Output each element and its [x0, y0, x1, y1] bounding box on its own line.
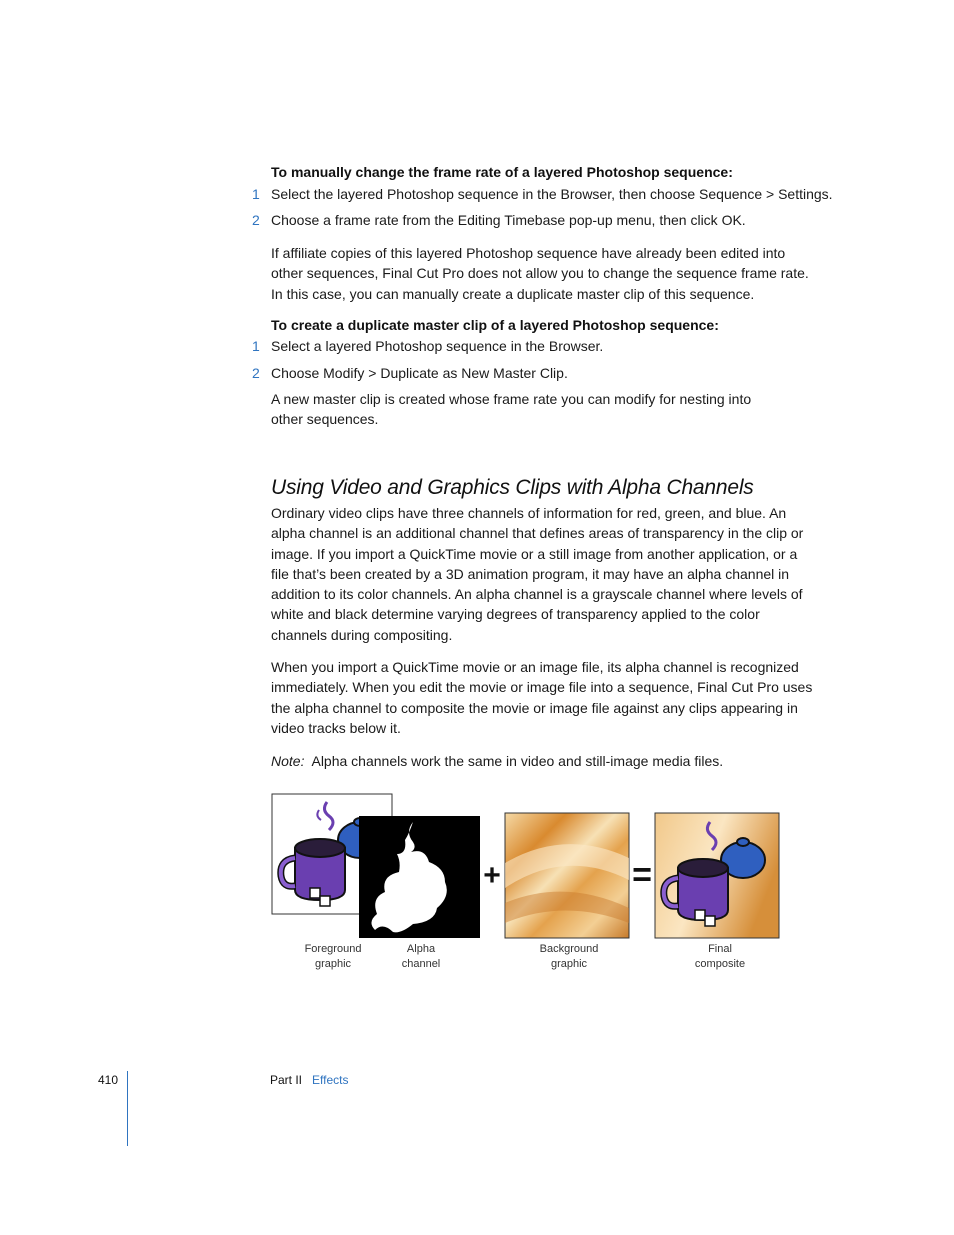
step-text: Select a layered Photoshop sequence in the Browser.	[271, 338, 604, 354]
paragraph-line: file that’s been created by a 3D animation program, it may have an alpha channel in	[271, 565, 790, 582]
footer-divider	[127, 1071, 128, 1146]
paragraph-line: channels during compositing.	[271, 626, 453, 643]
caption-alpha-channel	[386, 942, 456, 972]
equals-sign: =	[632, 856, 652, 894]
caption-line: Final	[708, 943, 732, 955]
step-text: Choose a frame rate from the Editing Timebase pop-up menu, then click OK.	[271, 212, 746, 228]
alpha-channel-graphic	[359, 816, 480, 938]
paragraph-line: the alpha channel to composite the movie or image file against any clips appearing in	[271, 699, 798, 716]
caption-background-graphic	[527, 942, 611, 972]
paragraph-line: Ordinary video clips have three channels of information for red, green, and blue. An	[271, 505, 787, 521]
paragraph-line: white and black determine varying degrees of transparency applied to the color	[271, 606, 760, 623]
paragraph-line: immediately. When you edit the movie or image file into a sequence, Final Cut Pro uses	[271, 679, 813, 696]
step-text: Choose Modify > Duplicate as New Master Clip.	[271, 365, 568, 381]
step-number: 2	[252, 365, 260, 381]
step-number: 2	[252, 212, 260, 228]
note	[271, 751, 723, 771]
paragraph-line: If affiliate copies of this layered Photoshop sequence have already been edited into	[271, 245, 786, 261]
paragraph-line: When you import a QuickTime movie or an image file, its alpha channel is recognized	[271, 659, 799, 675]
caption-line: Foreground	[304, 943, 362, 955]
note-label: Note:	[271, 753, 305, 769]
caption-line: Background	[539, 943, 599, 955]
footer-section-link[interactable]: Effects	[312, 1073, 349, 1087]
paragraph-line: image. If you import a QuickTime movie or a still image from another application, or a	[271, 545, 798, 562]
caption-final-composite	[680, 942, 760, 972]
paragraph-line: In this case, you can manually create a duplicate master clip of this sequence.	[271, 285, 755, 302]
paragraph-ordinary-video-clips	[271, 503, 871, 645]
step-text: Select the layered Photoshop sequence in the Browser, then choose Sequence > Settings.	[271, 186, 833, 202]
step-number: 1	[252, 338, 260, 354]
alpha-channel-figure	[265, 788, 795, 948]
footer-part	[270, 1073, 349, 1087]
footer-part-label: Part II	[270, 1073, 303, 1087]
paragraph-line: other sequences, Final Cut Pro does not allow you to change the sequence frame rate.	[271, 265, 809, 282]
step-number: 1	[252, 186, 260, 202]
task-heading-frame-rate: To manually change the frame rate of a layered Photoshop sequence:	[271, 164, 733, 180]
task-heading-duplicate-master-clip: To create a duplicate master clip of a layered Photoshop sequence:	[271, 317, 719, 333]
caption-line: channel	[401, 958, 441, 970]
paragraph-quicktime-import	[271, 657, 871, 738]
final-composite-graphic	[655, 813, 779, 938]
plus-sign: +	[483, 859, 501, 892]
caption-line: Alpha	[406, 943, 436, 955]
caption-line: graphic	[314, 958, 352, 970]
paragraph-line: video tracks below it.	[271, 719, 401, 736]
paragraph-line: alpha channel is an additional channel that defines areas of transparency in the clip or	[271, 525, 804, 542]
section-heading-alpha-channels: Using Video and Graphics Clips with Alpha Channels	[271, 476, 754, 499]
page-number: 410	[98, 1073, 119, 1087]
paragraph-line: addition to its color channels. An alpha channel is a grayscale channel where levels of	[271, 586, 803, 603]
caption-foreground-graphic	[293, 942, 373, 972]
caption-line: graphic	[550, 958, 588, 970]
paragraph-line: other sequences.	[271, 411, 379, 428]
caption-line: composite	[694, 958, 746, 970]
paragraph-new-master-clip	[271, 389, 851, 430]
background-graphic	[505, 813, 629, 938]
note-text: Alpha channels work the same in video and still-image media files.	[311, 753, 724, 769]
paragraph-line: A new master clip is created whose frame rate you can modify for nesting into	[271, 391, 752, 407]
paragraph-affiliate-copies	[271, 243, 851, 304]
